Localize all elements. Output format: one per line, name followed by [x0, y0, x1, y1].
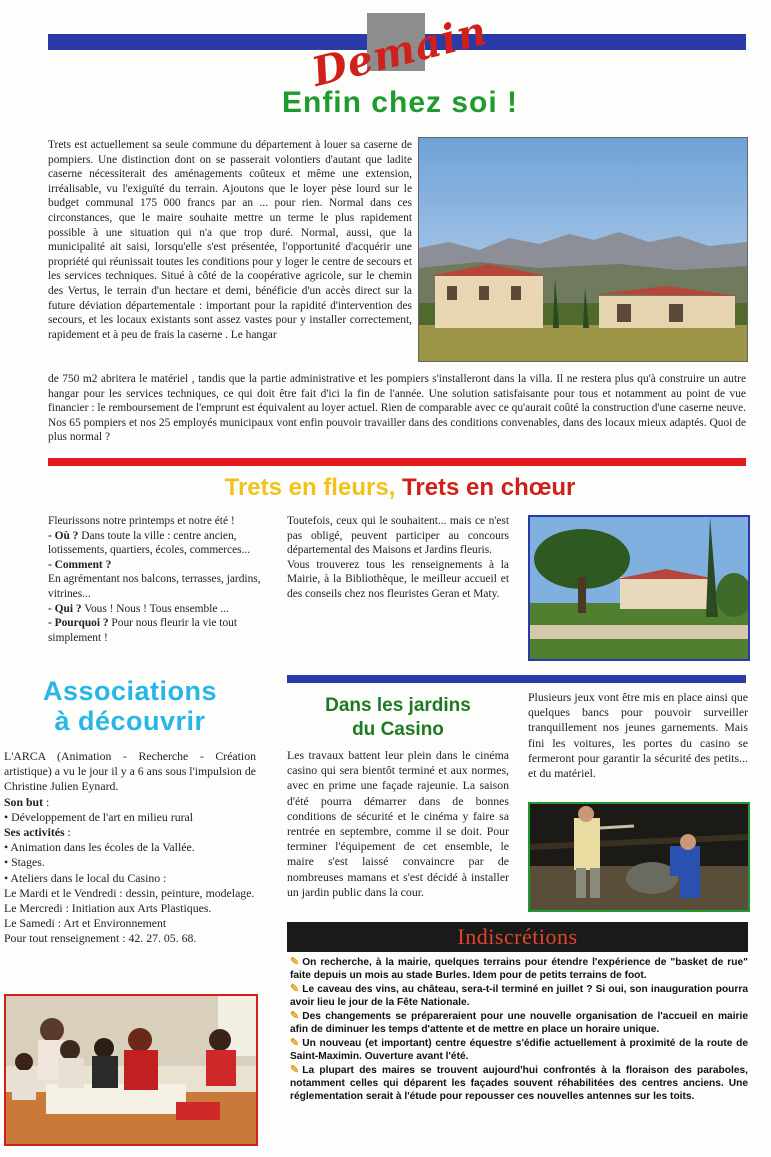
- workshop-photo: [4, 994, 258, 1146]
- arca-but-item: • Développement de l'art en milieu rural: [4, 809, 194, 824]
- fleurs-qui-q: - Qui ?: [48, 602, 82, 615]
- indiscretion-item: [290, 956, 748, 982]
- divider-red-1: [48, 458, 746, 466]
- article-title-jardins-casino: [287, 694, 509, 742]
- article1-text-bottom: de 750 m2 abritera le matériel , tandis que la partie administrative et les pompiers s'installeront dans la villa. Il ne restera plus qu'à construire un autre hangar pour les services techniques, ce qui doit être fait d'ici la fin de l'année. Une solution satisfaisante pour tous et notamment au point de vue financier : le remboursement de l'emprunt est équivalent au loyer actuel. Rien de comparable avec ce qu'aurait coûté la construction d'une caserne neuve. Nos 65 pompiers et nos 25 employés municipaux vont enfin pouvoir travailler dans des conditions convenables, dans des locaux mieux adaptés. Quoi de plus normal ?: [48, 373, 746, 444]
- fleurs-qui-a: Vous ! Nous ! Tous ensemble ...: [81, 602, 229, 615]
- arca-contact: Pour tout renseignement : 42. 27. 05. 68.: [4, 931, 197, 946]
- fleurs-comment-q: [48, 558, 270, 573]
- article1-text-top: Trets est actuellement sa seule commune du département à louer sa caserne de pompiers. Une distinction dont on se passerait volontiers d'autant que ladite caserne nécessiterait des aménagements coûteux et même une extension, irréalisable, vu l'exiguïté du terrain. Ajoutons que le loyer pèse lourd sur le budget communal 175 000 francs par an ... pour rien. Normal dans ces circonstances, que le maire souhaite mettre un terme le plus rapidement possible à une situation qui n'a que trop duré. Normal, aussi, que la municipalité ait saisi, lorsqu'elle s'est présentée, l'opportunité d'acquérir une propriété qui réunissait toutes les conditions pour y loger le centre de secours et les services techniques. Situé à côté de la coopérative agricole, sur le chemin des Vertus, le terrain d'un hectare et demi, bénéficie d'un accès direct sur la future déviation départementale : important pour la rapidité d'intervention des secours, et les locaux existants sont assez vastes pour y installer correctement, rapidement et à peu de frais la caserne . Le hangar: [48, 139, 412, 341]
- article-title-trets-en-fleurs: [120, 474, 680, 502]
- fleurs-ou-q: - Où ?: [48, 529, 79, 542]
- article2-col2: [287, 514, 509, 602]
- arca-but-sep: :: [43, 794, 50, 809]
- arca-activites-sep: :: [64, 825, 71, 840]
- article4-text-left: Les travaux battent leur plein dans le cinéma casino qui sera bientôt terminé et aux normes, avec en prime une façade rajeunie. La saison d'été pourra démarrer dans de bonnes conditions de sécurité et le cinéma y faire sa rentrée en septembre, comme il se doit. Pour terminer l'équipement de cet ensemble, le maire s'est laissé convaincre par de nombreuses mamans et s'est décidé à installer un jardin public dans la cour.: [287, 748, 509, 899]
- arca-schedule-2: Le Mercredi : Initiation aux Arts Plastiques.: [4, 901, 212, 916]
- divider-blue-2: [287, 675, 746, 683]
- arca-activites: [4, 825, 256, 840]
- arca-schedule-3: Le Samedi : Art et Environnement: [4, 916, 167, 931]
- indiscretion-item: [290, 1064, 748, 1103]
- indiscretion-text: La plupart des maires se trouvent aujourd'hui confrontés à la floraison des paraboles, notamment celles qui déparent les façades souvent réhabilitées des centres anciens. Une réglementation serait à l'étude pour repousser ces nouvelles antennes sur les toits.: [290, 1065, 748, 1102]
- associations-title-line2: à découvrir: [54, 706, 206, 736]
- pen-icon: ✎: [290, 1064, 300, 1076]
- title-part-choeur: Trets en chœur: [402, 474, 576, 501]
- villa-photo: [418, 137, 748, 362]
- associations-title-line1: Associations: [42, 676, 218, 706]
- indiscretion-text: Le caveau des vins, au château, sera-t-il terminé en juillet ? Si oui, son inauguration pourra avoir lieu le jour de la Fête Nationale.: [290, 984, 748, 1008]
- indiscretion-text: Des changements se prépareraient pour une nouvelle organisation de l'accueil en mairie afin de diminuer les temps d'attente et de mettre en place un horaire unique.: [290, 1011, 748, 1035]
- fleurs-pourquoi-a: Pour nous fleurir la vie tout simplement !: [48, 617, 238, 644]
- pen-icon: ✎: [290, 983, 300, 995]
- fleurs-col2-p2: Vous trouverez tous les renseignements à la Mairie, à la Bibliothèque, le meilleur accueil et des conseils chez nos fleuristes Geran et Maty.: [287, 558, 509, 600]
- indiscretions-list: [290, 956, 748, 1104]
- title-part-fleurs: Trets en fleurs,: [224, 474, 396, 501]
- indiscretions-title: Indiscrétions: [457, 924, 578, 949]
- arca-activites-label: Ses activités: [4, 825, 65, 840]
- article3-body: [4, 749, 256, 947]
- casino-workers-photo: [528, 802, 750, 912]
- arca-but: [4, 795, 256, 810]
- fleurs-pourquoi: [48, 616, 270, 645]
- casino-workers-photo-art: [530, 804, 748, 910]
- fleurs-qui: [48, 602, 270, 617]
- indiscretion-item: [290, 1037, 748, 1063]
- article2-col1: [48, 514, 270, 645]
- indiscretion-text: Un nouveau (et important) centre équestre s'édifie actuellement à proximité de la route de Saint-Maximin. Ouverture avant l'été.: [290, 1038, 748, 1062]
- fleurs-col2-p1: Toutefois, ceux qui le souhaitent... mais ce n'est pas obligé, peuvent participer au concours départemental des Maisons et Jardins fleuris.: [287, 515, 509, 557]
- fleurs-ou-a: Dans toute la ville : centre ancien, lotissements, quartiers, écoles, commerces...: [48, 529, 251, 557]
- pen-icon: ✎: [290, 1010, 300, 1022]
- fleurs-pourquoi-q: - Pourquoi ?: [48, 617, 109, 630]
- section-logo: Demain: [307, 7, 492, 96]
- casino-title-line1: Dans les jardins: [325, 695, 471, 716]
- fleurs-comment-label: - Comment ?: [48, 558, 112, 571]
- arca-activite-1: • Animation dans les écoles de la Vallée.: [4, 840, 195, 855]
- article-title-associations: [12, 676, 248, 736]
- fleurs-intro: Fleurissons notre printemps et notre été !: [48, 515, 235, 527]
- indiscretions-header: [287, 922, 748, 952]
- fleurs-comment-a: En agrémentant nos balcons, terrasses, jardins, vitrines...: [48, 573, 261, 600]
- fleurs-ou: [48, 529, 270, 558]
- garden-photo-art: [530, 517, 748, 659]
- villa-photo-art: [419, 138, 747, 361]
- article4-text-right: Plusieurs jeux vont être mis en place ainsi que quelques bancs pour pouvoir surveiller tranquillement nos jeunes garnements. Mais fini les voitures, les portes du casino se fermeront pour garantir la sécurité des petits... et du matériel.: [528, 690, 748, 781]
- workshop-photo-art: [6, 996, 256, 1144]
- garden-photo: [528, 515, 750, 661]
- casino-title-line2: du Casino: [352, 719, 444, 740]
- arca-intro: L'ARCA (Animation - Recherche - Création artistique) a vu le jour il y a 6 ans sous l'impulsion de Christine Julien Eynard.: [4, 749, 256, 794]
- arca-activite-3: • Ateliers dans le local du Casino :: [4, 870, 167, 885]
- pen-icon: ✎: [290, 1037, 300, 1049]
- pen-icon: ✎: [290, 956, 300, 968]
- indiscretion-text: On recherche, à la mairie, quelques terrains pour étendre l'expérience de "basket de rue" faite depuis un mois au stade Burles. Idem pour de petits terrains de foot.: [290, 957, 748, 981]
- indiscretion-item: [290, 983, 748, 1009]
- article-title-enfin-chez-soi: Enfin chez soi !: [281, 86, 519, 119]
- arca-but-label: Son but: [4, 794, 44, 809]
- arca-activite-2: • Stages.: [4, 855, 45, 870]
- indiscretion-item: [290, 1010, 748, 1036]
- arca-schedule-1: Le Mardi et le Vendredi : dessin, peinture, modelage.: [4, 885, 255, 900]
